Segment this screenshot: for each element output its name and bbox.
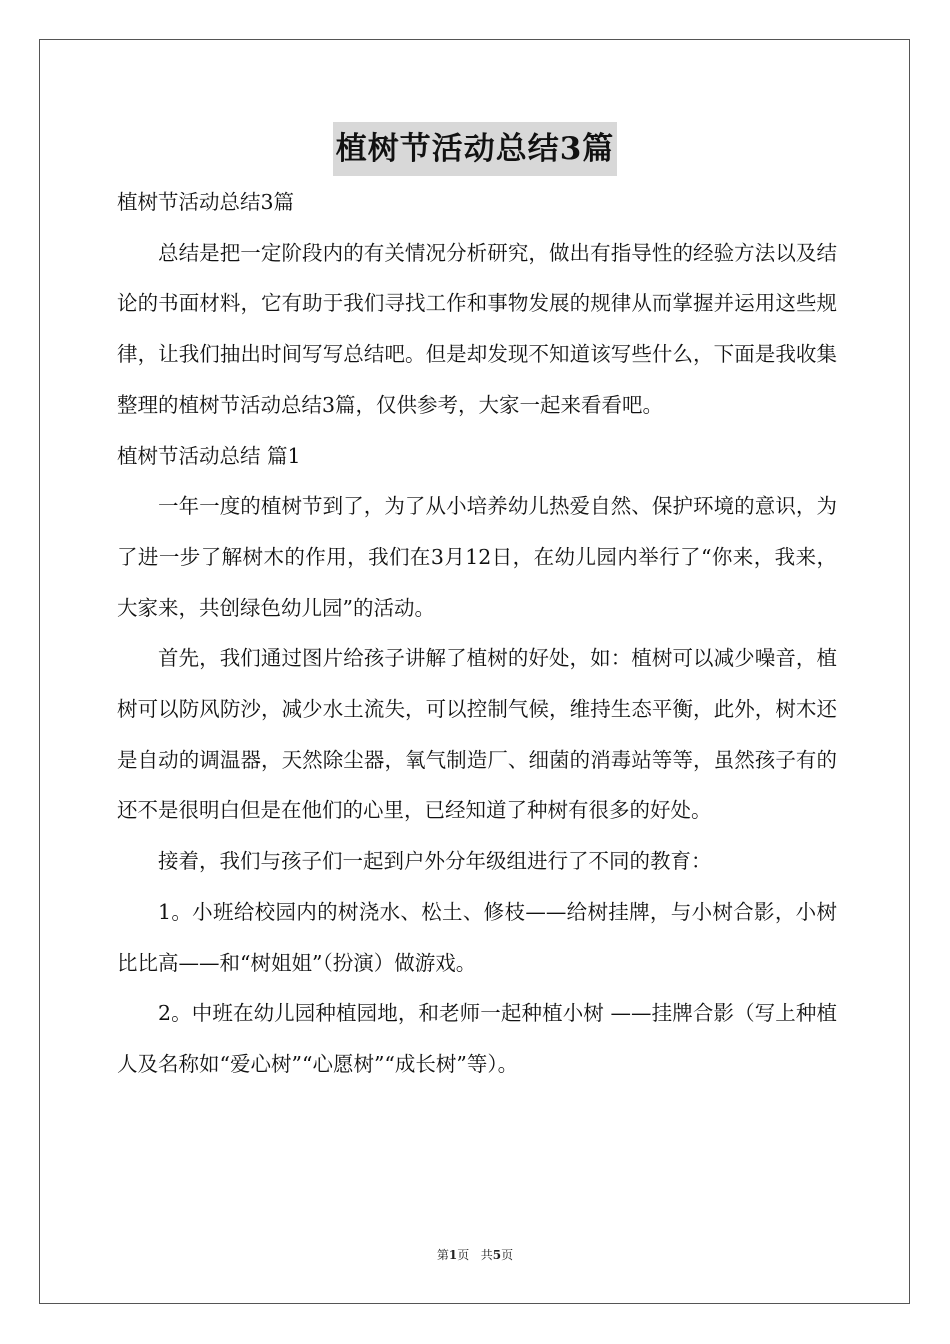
current-page-number: 1 — [448, 1248, 458, 1262]
total-suffix: 页 — [501, 1248, 514, 1262]
page-prefix: 第 — [436, 1248, 449, 1262]
list-item-paragraph: 1。小班给校园内的树浇水、松土、修枝——给树挂牌，与小树合影，小树比比高——和“树姐姐”（扮演）做游戏。 — [117, 899, 837, 975]
page-suffix: 页 — [457, 1248, 470, 1262]
section-heading: 植树节活动总结 篇1 — [117, 443, 301, 468]
intro-paragraph: 总结是把一定阶段内的有关情况分析研究，做出有指导性的经验方法以及结论的书面材料，它有助于我们寻找工作和事物发展的规律从而掌握并运用这些规律，让我们抽出时间写写总结吧。但是却发现不知道该写些什么，下面是我收集整理的植树节活动总结3篇，仅供参考，大家一起来看看吧。 — [117, 240, 837, 417]
body-paragraph: 首先，我们通过图片给孩子讲解了植树的好处，如：植树可以减少噪音，植树可以防风防沙，减少水土流失，可以控制气候，维持生态平衡，此外，树木还是自动的调温器，天然除尘器，氧气制造厂、细菌的消毒站等等，虽然孩子有的还不是很明白但是在他们的心里，已经知道了种树有很多的好处。 — [117, 646, 837, 823]
body-paragraph: 接着，我们与孩子们一起到户外分年级组进行了不同的教育： — [158, 849, 712, 874]
total-prefix: 共 — [480, 1248, 493, 1262]
total-page-count: 5 — [492, 1248, 502, 1262]
body-paragraph: 一年一度的植树节到了，为了从小培养幼儿热爱自然、保护环境的意识，为了进一步了解树木的作用，我们在3月12日，在幼儿园内举行了“你来，我来，大家来，共创绿色幼儿园”的活动。 — [117, 494, 837, 620]
list-item-paragraph: 2。中班在幼儿园种植园地，和老师一起种植小树 ——挂牌合影（写上种植人及名称如“爱心树”“心愿树”“成长树”等）。 — [117, 1001, 837, 1076]
document-subtitle: 植树节活动总结3篇 — [117, 190, 295, 214]
document-title-text: 植树节活动总结3篇 — [333, 122, 618, 176]
page-number-footer — [0, 1246, 950, 1264]
document-title — [0, 122, 950, 181]
document-body — [117, 177, 837, 1090]
